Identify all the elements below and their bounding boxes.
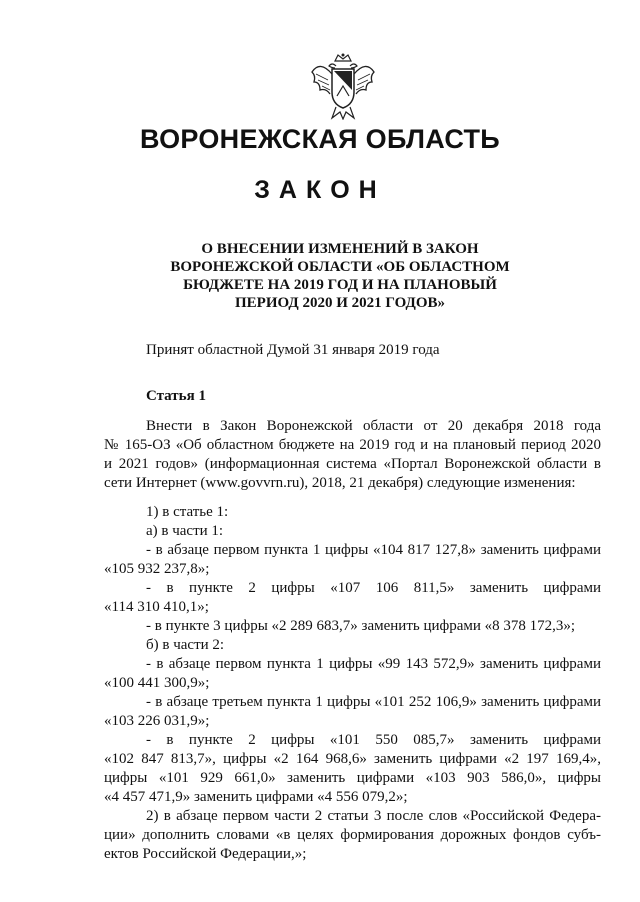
- body-line: - в пункте 2 цифры «101 550 085,7» заменить цифрами: [146, 732, 601, 748]
- region-name: ВОРОНЕЖСКАЯ ОБЛАСТЬ: [139, 124, 501, 154]
- body-line: 2) в абзаце первом части 2 статьи 3 после слов «Российской Федера-: [146, 808, 601, 824]
- body-line: «100 441 300,9»;: [104, 675, 210, 691]
- body-line: б) в части 2:: [146, 637, 225, 653]
- body-line: цифры «101 929 661,0» заменить цифрами «103 903 586,0», цифры: [104, 770, 601, 786]
- body-line: Внести в Закон Воронежской области от 20 декабря 2018 года: [146, 418, 601, 434]
- coat-of-arms-icon: [310, 52, 376, 120]
- body-line: - в абзаце первом пункта 1 цифры «99 143 572,9» заменить цифрами: [146, 656, 601, 672]
- law-title-line: БЮДЖЕТЕ НА 2019 ГОД И НА ПЛАНОВЫЙ: [183, 277, 497, 293]
- body-line: сети Интернет (www.govvrn.ru), 2018, 21 декабря) следующие изменения:: [104, 475, 576, 491]
- body-line: «103 226 031,9»;: [104, 713, 210, 729]
- body-line: - в абзаце первом пункта 1 цифры «104 817 127,8» заменить цифрами: [146, 542, 601, 558]
- article-heading: Статья 1: [146, 388, 206, 404]
- body-line: 1) в статье 1:: [146, 504, 229, 520]
- body-line: ектов Российской Федерации,»;: [104, 846, 307, 862]
- body-line: «114 310 410,1»;: [104, 599, 209, 615]
- document-type: ЗАКОН: [254, 176, 386, 204]
- body-line: - в пункте 3 цифры «2 289 683,7» заменить цифрами «8 378 172,3»;: [146, 618, 576, 634]
- law-title: [140, 240, 540, 312]
- body-line: и 2021 годов» (информационная система «Портал Воронежской области в: [104, 456, 601, 472]
- body-line: ции» дополнить словами «в целях формирования дорожных фондов субъ-: [104, 827, 601, 843]
- law-title-line: ВОРОНЕЖСКОЙ ОБЛАСТИ «ОБ ОБЛАСТНОМ: [170, 259, 510, 275]
- body-line: № 165-ОЗ «Об областном бюджете на 2019 год и на плановый период 2020: [104, 437, 601, 453]
- body-line: «102 847 813,7», цифры «2 164 968,6» заменить цифрами «2 197 169,4»,: [104, 751, 601, 767]
- law-title-line: О ВНЕСЕНИИ ИЗМЕНЕНИЙ В ЗАКОН: [201, 241, 479, 257]
- law-title-line: ПЕРИОД 2020 И 2021 ГОДОВ»: [235, 295, 445, 311]
- adoption-note: Принят областной Думой 31 января 2019 года: [146, 342, 440, 358]
- body-line: «105 932 237,8»;: [104, 561, 210, 577]
- body-line: - в абзаце третьем пункта 1 цифры «101 252 106,9» заменить цифрами: [146, 694, 601, 710]
- body-line: а) в части 1:: [146, 523, 224, 539]
- body-line: - в пункте 2 цифры «107 106 811,5» заменить цифрами: [146, 580, 601, 596]
- body-line: «4 457 471,9» заменить цифрами «4 556 079,2»;: [104, 789, 408, 805]
